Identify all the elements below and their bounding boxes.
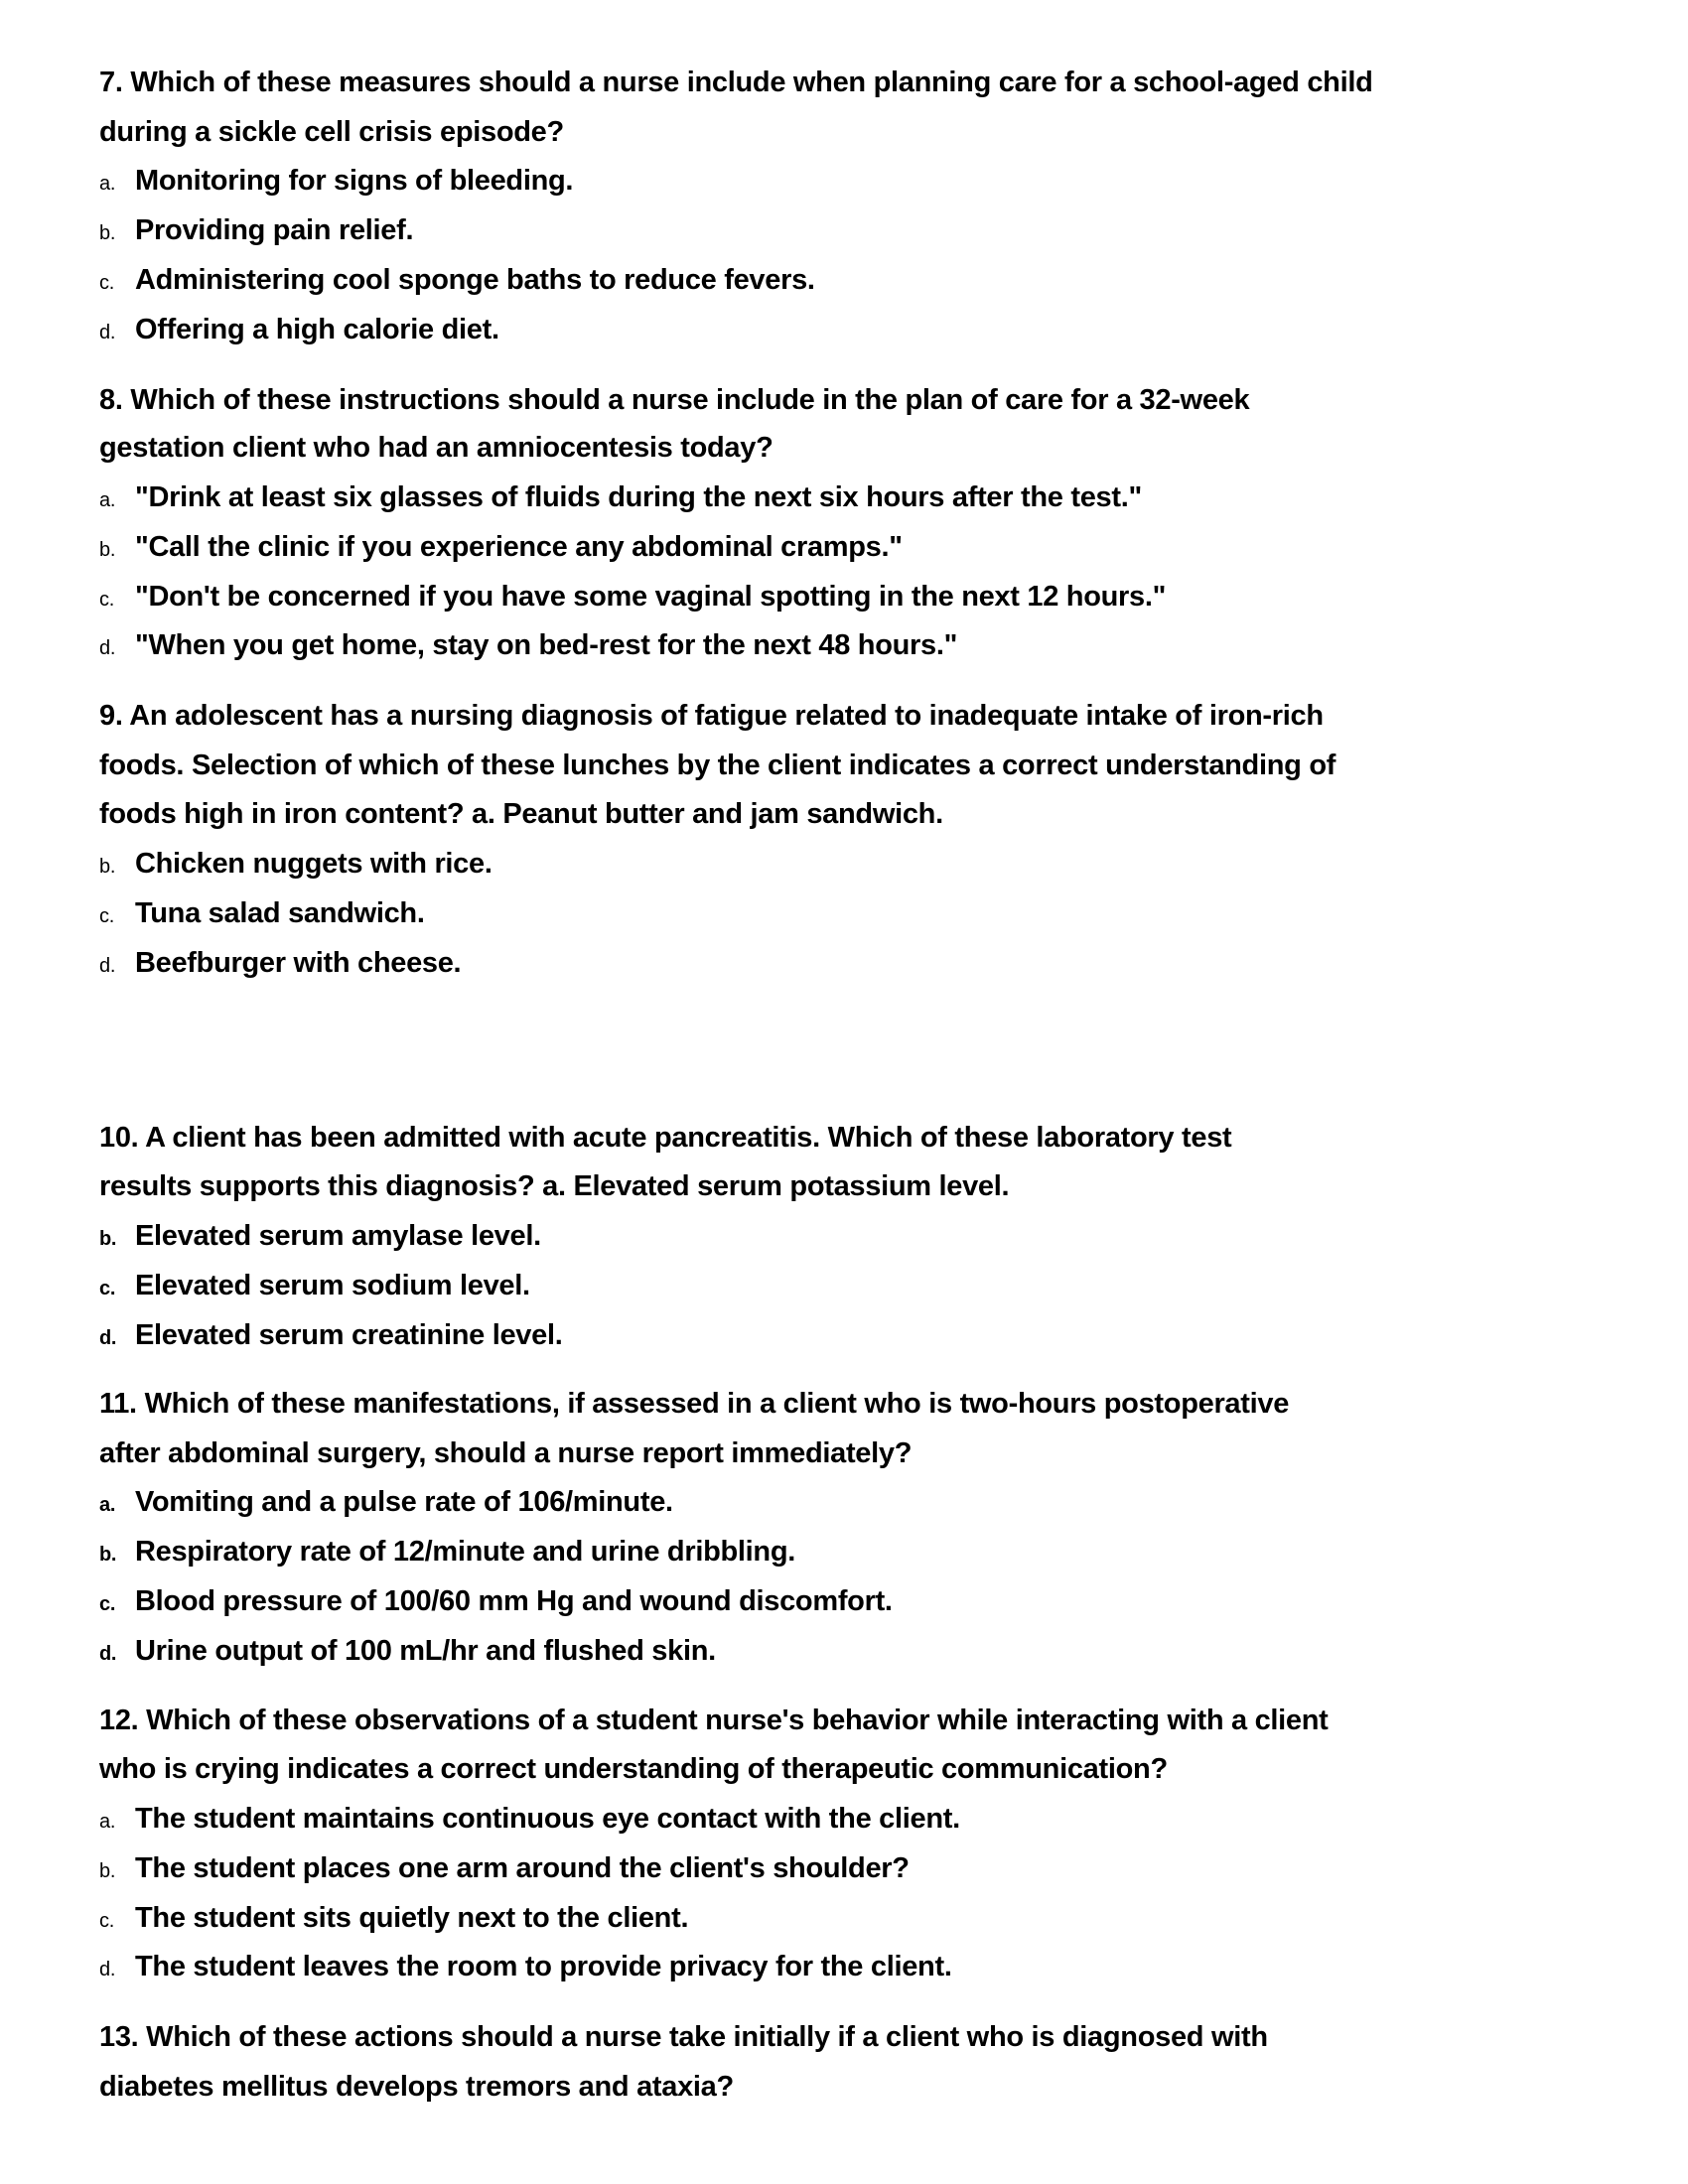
question-text-line: 11. Which of these manifestations, if assessed in a client who is two-hours postoperative [99,1388,1290,1420]
answer-option [99,895,425,934]
answer-option [99,1317,562,1356]
answer-option [99,579,1166,617]
answer-option [99,945,461,984]
option-label: d. [99,1643,117,1665]
option-label: d. [99,1327,117,1349]
answer-option [99,212,413,251]
question-text-line: foods high in iron content? a. Peanut butter and jam sandwich. [99,798,943,830]
option-label: d. [99,637,116,659]
answer-option [99,1801,960,1840]
answer-option [99,1484,673,1523]
option-text: The student maintains continuous eye contact with the client. [135,1803,960,1835]
answer-option [99,1534,795,1572]
option-label: b. [99,856,116,878]
option-label: a. [99,489,116,511]
question-text-line: 10. A client has been admitted with acute pancreatitis. Which of these laboratory test [99,1122,1232,1154]
option-label: c. [99,1278,116,1299]
option-label: d. [99,955,116,977]
option-text: "Don't be concerned if you have some vaginal spotting in the next 12 hours." [135,581,1167,613]
option-text: Chicken nuggets with rice. [135,848,492,880]
option-text: Providing pain relief. [135,214,414,246]
option-text: "When you get home, stay on bed-rest for the next 48 hours." [135,629,958,661]
option-label: a. [99,173,116,195]
answer-option [99,627,957,666]
question-text-line: gestation client who had an amniocentesis today? [99,432,774,464]
option-text: Beefburger with cheese. [135,947,462,979]
question-text-line: results supports this diagnosis? a. Elevated serum potassium level. [99,1170,1010,1202]
option-text: "Call the clinic if you experience any abdominal cramps." [135,531,903,563]
option-label: c. [99,1910,114,1932]
option-label: b. [99,1228,117,1250]
answer-option [99,1900,688,1939]
option-text: Elevated serum creatinine level. [135,1319,563,1351]
option-label: b. [99,1544,117,1566]
option-label: b. [99,222,116,244]
answer-option [99,846,492,885]
answer-option [99,1949,952,1987]
option-label: b. [99,539,116,561]
answer-option [99,163,573,202]
answer-option [99,1633,716,1672]
option-text: Blood pressure of 100/60 mm Hg and wound discomfort. [135,1585,893,1617]
option-label: c. [99,905,114,927]
option-label: c. [99,1593,116,1615]
option-label: a. [99,1811,116,1833]
option-text: Elevated serum amylase level. [135,1220,541,1252]
question-text-line: 13. Which of these actions should a nurse take initially if a client who is diagnosed with [99,2021,1268,2053]
question-text-line: who is crying indicates a correct understanding of therapeutic communication? [99,1753,1168,1785]
option-text: Elevated serum sodium level. [135,1270,530,1301]
option-label: b. [99,1860,116,1882]
option-text: "Drink at least six glasses of fluids during the next six hours after the test." [135,481,1142,513]
option-text: Tuna salad sandwich. [135,897,425,929]
option-text: Monitoring for signs of bleeding. [135,165,574,197]
option-label: d. [99,1959,116,1980]
question-text-line: diabetes mellitus develops tremors and ataxia? [99,2071,734,2103]
answer-option [99,529,903,568]
answer-option [99,1850,910,1889]
option-text: Offering a high calorie diet. [135,314,499,345]
question-text-line: 12. Which of these observations of a student nurse's behavior while interacting with a client [99,1705,1329,1736]
option-text: Administering cool sponge baths to reduce fevers. [135,264,815,296]
option-text: The student leaves the room to provide privacy for the client. [135,1951,952,1982]
option-label: a. [99,1494,116,1516]
question-text-line: during a sickle cell crisis episode? [99,116,564,148]
option-label: d. [99,322,116,343]
option-label: c. [99,272,114,294]
answer-option [99,479,1142,518]
answer-option [99,262,815,301]
option-text: The student places one arm around the client's shoulder? [135,1852,910,1884]
question-text-line: after abdominal surgery, should a nurse report immediately? [99,1437,913,1469]
answer-option [99,312,499,350]
answer-option [99,1583,893,1622]
answer-option [99,1218,541,1257]
question-text-line: 7. Which of these measures should a nurse include when planning care for a school-aged child [99,67,1373,98]
answer-option [99,1268,530,1306]
question-text-line: 9. An adolescent has a nursing diagnosis of fatigue related to inadequate intake of iron-rich [99,700,1324,732]
option-label: c. [99,589,114,611]
option-text: Respiratory rate of 12/minute and urine dribbling. [135,1536,795,1568]
question-text-line: foods. Selection of which of these lunches by the client indicates a correct understanding of [99,750,1336,781]
option-text: The student sits quietly next to the client. [135,1902,689,1934]
option-text: Vomiting and a pulse rate of 106/minute. [135,1486,673,1518]
question-text-line: 8. Which of these instructions should a nurse include in the plan of care for a 32-week [99,384,1250,416]
option-text: Urine output of 100 mL/hr and flushed skin. [135,1635,716,1667]
